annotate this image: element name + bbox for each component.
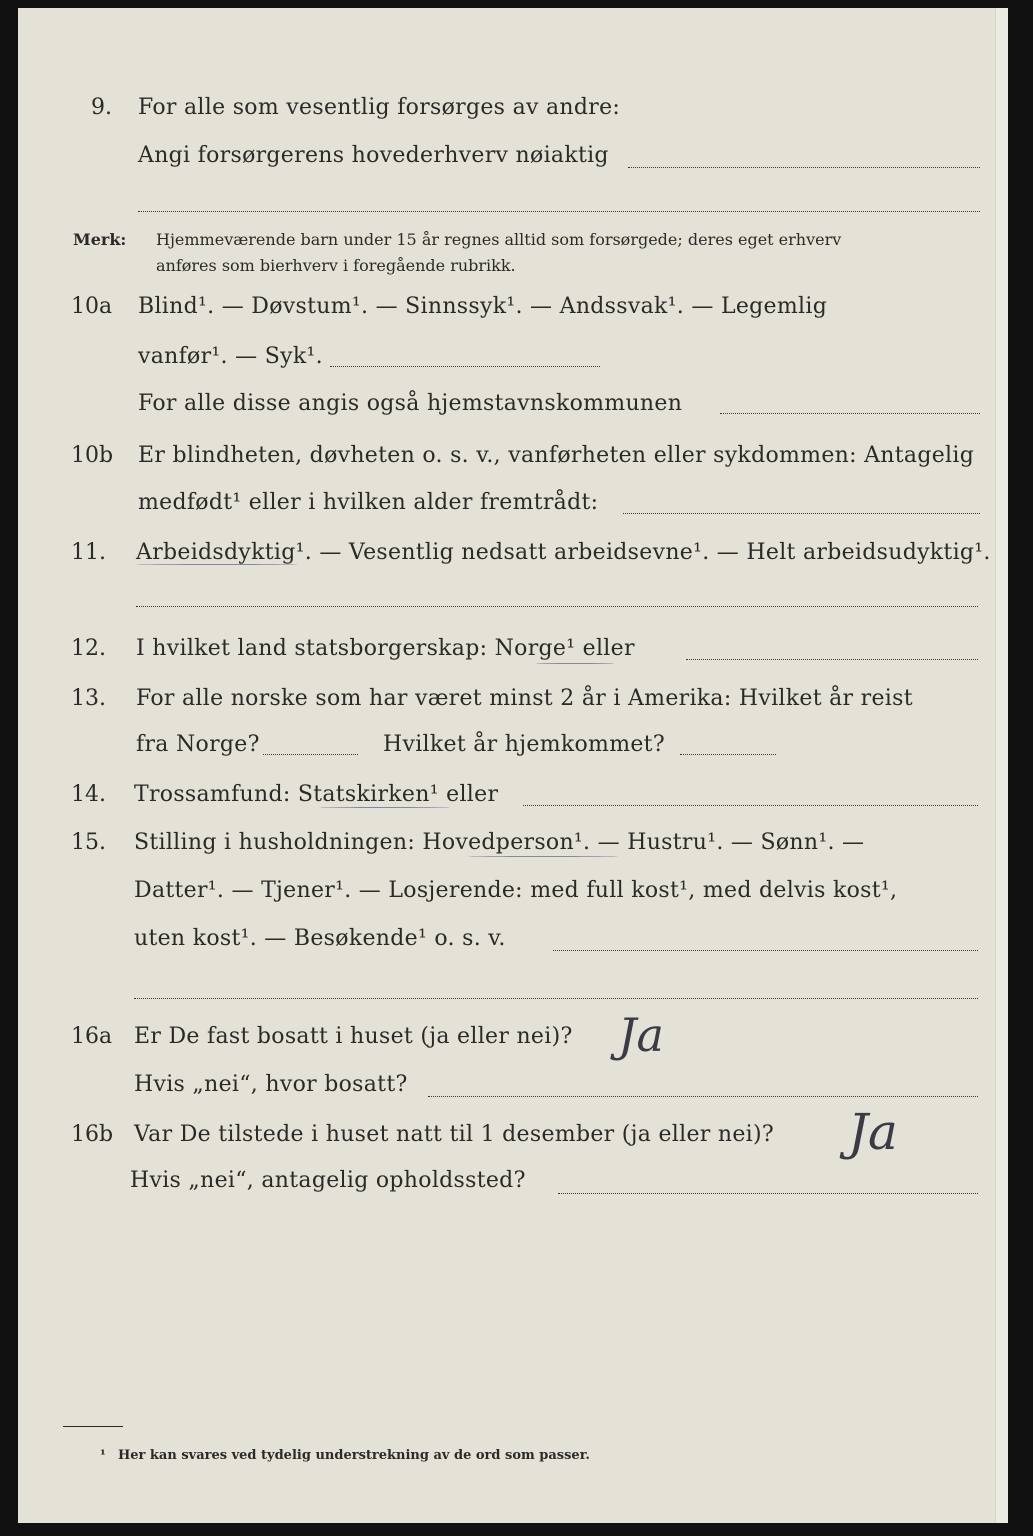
q12-number: 12. (71, 636, 106, 661)
q13-line-2a: fra Norge? (136, 732, 260, 757)
q10b-answer-line[interactable] (623, 513, 980, 514)
q14-number: 14. (71, 782, 106, 807)
q13-year-left-line[interactable] (263, 754, 358, 755)
q13-line-2b: Hvilket år hjemkommet? (383, 732, 665, 757)
q10a-hometown-line[interactable] (720, 413, 980, 414)
q16b-number: 16b (71, 1122, 114, 1147)
q10a-line-3: For alle disse angis også hjemstavnskommunen (138, 391, 683, 416)
q13-number: 13. (71, 686, 106, 711)
q16a-handwritten-answer: Ja (618, 1008, 664, 1062)
q16a-line-1: Er De fast bosatt i huset (ja eller nei)? (134, 1024, 573, 1049)
q16a-number: 16a (71, 1024, 113, 1049)
q10a-number: 10a (71, 294, 113, 319)
page-edge (995, 8, 1008, 1523)
q9-answer-line[interactable] (628, 167, 980, 168)
merk-label: Merk: (73, 230, 127, 249)
q9-number: 9. (91, 95, 112, 120)
q15-underline-mark (468, 856, 618, 857)
footnote-rule (63, 1426, 123, 1427)
footnote-mark: ¹ (100, 1448, 106, 1463)
q11-answer-line[interactable] (136, 606, 978, 607)
q16b-line-2: Hvis „nei“, antagelig opholdssted? (130, 1168, 526, 1193)
q9-question: For alle som vesentlig forsørges av andre: (138, 95, 621, 120)
q10a-line-1: Blind¹. — Døvstum¹. — Sinnssyk¹. — Andssvak¹. — Legemlig (138, 294, 828, 319)
q14-underline-mark (320, 807, 450, 808)
merk-line-1: Hjemmeværende barn under 15 år regnes alltid som forsørgede; deres eget erhverv (156, 230, 842, 249)
q16a-line-2: Hvis „nei“, hvor bosatt? (134, 1072, 408, 1097)
q12-underline-mark (536, 663, 614, 664)
footnote-text: Her kan svares ved tydelig understrekning av de ord som passer. (118, 1448, 590, 1463)
census-form-page (18, 8, 1008, 1523)
q11-number: 11. (71, 540, 106, 565)
q9-answer-line-2[interactable] (138, 211, 980, 212)
q12-line-1: I hvilket land statsborgerskap: Norge¹ eller (136, 636, 635, 661)
q10a-line-2: vanfør¹. — Syk¹. (138, 344, 323, 369)
q15-line-3: uten kost¹. — Besøkende¹ o. s. v. (134, 926, 506, 951)
q15-line-2: Datter¹. — Tjener¹. — Losjerende: med full kost¹, med delvis kost¹, (134, 878, 898, 903)
merk-line-2: anføres som bierhverv i foregående rubrikk. (156, 256, 516, 275)
q10a-answer-line[interactable] (330, 366, 600, 367)
q15-answer-line-2[interactable] (134, 998, 978, 999)
q12-answer-line[interactable] (686, 659, 978, 660)
q15-number: 15. (71, 830, 106, 855)
q16b-answer-line[interactable] (558, 1193, 978, 1194)
q9-prompt: Angi forsørgerens hovederhverv nøiaktig (138, 143, 609, 168)
q11-line-1: Arbeidsdyktig¹. — Vesentlig nedsatt arbeidsevne¹. — Helt arbeidsudyktig¹. (136, 540, 991, 565)
q16a-answer-line[interactable] (428, 1096, 978, 1097)
q10b-line-1: Er blindheten, døvheten o. s. v., vanførheten eller sykdommen: Antagelig (138, 443, 975, 468)
q15-line-1: Stilling i husholdningen: Hovedperson¹. — Hustru¹. — Sønn¹. — (134, 830, 865, 855)
q14-answer-line[interactable] (523, 805, 978, 806)
q16b-line-1: Var De tilstede i huset natt til 1 desember (ja eller nei)? (134, 1122, 774, 1147)
q14-line-1: Trossamfund: Statskirken¹ eller (134, 782, 499, 807)
q13-year-returned-line[interactable] (680, 754, 776, 755)
q16b-handwritten-answer: Ja (848, 1103, 898, 1161)
q11-underline-mark (136, 564, 298, 565)
q13-line-1: For alle norske som har været minst 2 år i Amerika: Hvilket år reist (136, 686, 913, 711)
q10b-line-2: medfødt¹ eller i hvilken alder fremtrådt: (138, 490, 599, 515)
q15-answer-line[interactable] (553, 950, 978, 951)
q10b-number: 10b (71, 443, 114, 468)
